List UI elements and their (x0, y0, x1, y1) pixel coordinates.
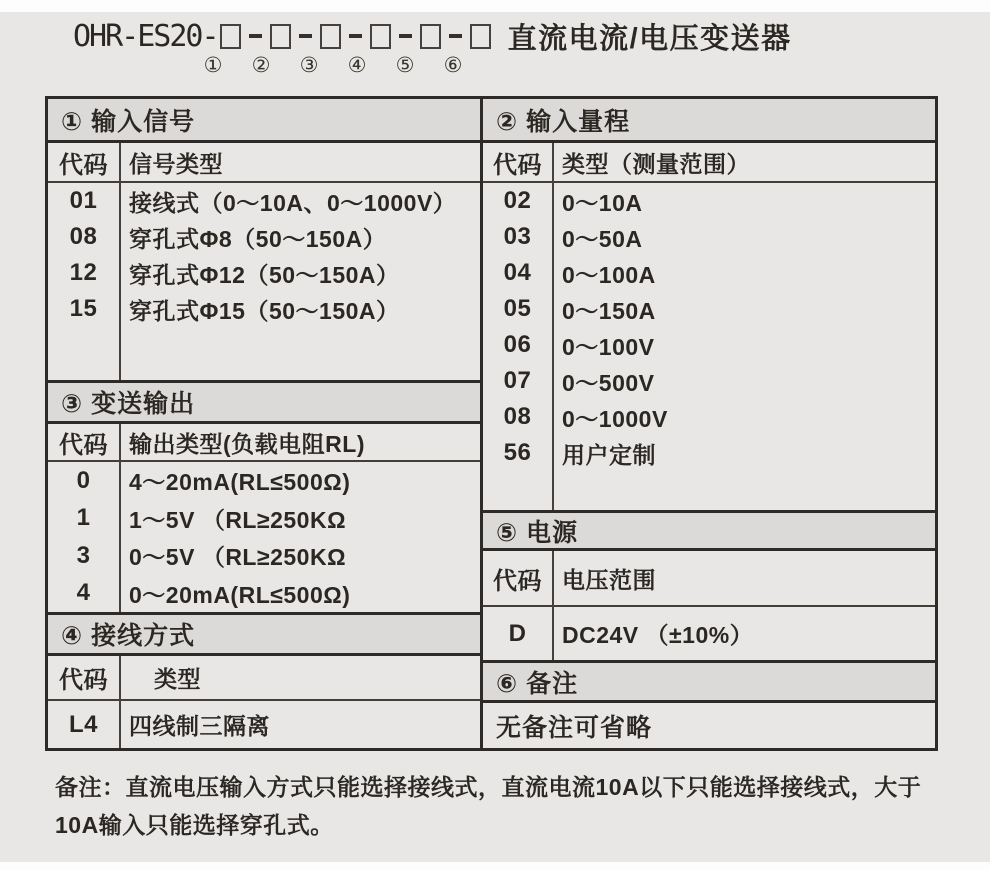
product-title: 直流电流/电压变送器 (507, 22, 792, 55)
selection-table (45, 96, 938, 751)
dash-separator-icon (299, 34, 312, 38)
table-row (483, 607, 935, 660)
type-cell: 0～10A (562, 189, 643, 216)
code-cell: 01 (69, 187, 98, 214)
type-cell: 0～100V (562, 333, 655, 360)
code-column-divider (119, 424, 121, 612)
column-header-row (48, 424, 480, 462)
table-row (483, 435, 935, 471)
code-column-divider (119, 143, 121, 380)
section-header-power (483, 510, 935, 551)
remark-note: 无备注可省略 (496, 713, 653, 742)
table-row (48, 183, 480, 219)
code-cell: 02 (503, 187, 532, 214)
section-header-wiring (48, 612, 480, 656)
section-title: ③ 变送输出 (61, 390, 196, 418)
code-cell: 15 (69, 295, 98, 322)
footnote (55, 768, 955, 844)
code-cell: 03 (503, 223, 532, 250)
code-column-divider (552, 551, 554, 660)
position-marker-6: ⑥ (443, 54, 463, 77)
type-column-header: 信号类型 (129, 150, 223, 177)
code-column-header: 代码 (493, 567, 542, 595)
table-row (48, 255, 480, 291)
section-title: ⑥ 备注 (496, 669, 579, 698)
table-row (483, 219, 935, 255)
model-slot-box-2 (270, 24, 291, 49)
code-column-header: 代码 (59, 151, 108, 179)
code-column-header: 代码 (59, 431, 108, 459)
type-cell: 穿孔式Φ8（50～150A） (129, 225, 387, 252)
table-left-column (48, 99, 483, 748)
table-row (483, 363, 935, 399)
section-body-remark (483, 703, 935, 748)
type-column-header: 电压范围 (562, 566, 656, 593)
type-column-header: 输出类型(负载电阻RL) (129, 430, 365, 457)
type-cell: 0～100A (562, 261, 656, 288)
model-prefix: OHR-ES20- (73, 18, 218, 54)
table-row (48, 219, 480, 255)
type-cell: 1～5V （RL≥250KΩ (129, 506, 347, 533)
code-cell: 08 (69, 223, 98, 250)
empty-filler-row (483, 471, 935, 510)
footnote-line-1: 备注：直流电压输入方式只能选择接线式，直流电流10A以下只能选择接线式，大于 (55, 774, 922, 800)
code-cell: 1 (76, 504, 91, 532)
position-marker-2: ② (251, 54, 271, 77)
code-cell: 4 (76, 579, 91, 607)
table-row (483, 291, 935, 327)
dash-separator-icon (399, 34, 412, 38)
type-cell: 四线制三隔离 (129, 713, 270, 739)
section-body-input-range (483, 143, 935, 510)
table-row (483, 183, 935, 219)
column-header-row (48, 143, 480, 183)
section-header-remark (483, 660, 935, 703)
section-title: ② 输入量程 (496, 107, 631, 136)
type-column-header: 类型 (154, 666, 201, 692)
empty-filler-row (48, 327, 480, 380)
code-cell: L4 (68, 710, 98, 738)
code-cell: 04 (503, 259, 532, 286)
table-row (48, 500, 480, 538)
table-row (48, 291, 480, 327)
position-marker-4: ④ (347, 54, 367, 77)
type-cell: DC24V （±10%） (562, 622, 754, 648)
table-row (483, 327, 935, 363)
section-header-output (48, 380, 480, 424)
type-cell: 0～5V （RL≥250KΩ (129, 544, 347, 571)
code-cell: 07 (503, 367, 532, 394)
table-row (483, 399, 935, 435)
section-title: ④ 接线方式 (61, 622, 196, 650)
model-slot-box-3 (320, 24, 341, 49)
position-markers (189, 53, 477, 78)
type-cell: 4～20mA(RL≤500Ω) (129, 469, 351, 496)
section-body-power (483, 551, 935, 660)
top-white-strip (0, 0, 990, 12)
code-cell: 3 (76, 541, 91, 569)
type-cell: 0～500V (562, 369, 655, 396)
table-row (48, 462, 480, 500)
column-header-row (483, 551, 935, 607)
code-cell: 08 (503, 403, 532, 430)
model-slot-box-1 (220, 24, 241, 49)
code-cell: D (508, 619, 527, 647)
section-body-wiring (48, 656, 480, 748)
code-cell: 05 (503, 295, 532, 322)
column-header-row (48, 656, 480, 701)
column-header-row (483, 143, 935, 183)
code-cell: 12 (69, 259, 98, 286)
type-cell: 0～150A (562, 297, 656, 324)
section-title: ① 输入信号 (61, 107, 196, 136)
type-cell: 穿孔式Φ12（50～150A） (129, 261, 400, 288)
dash-separator-icon (249, 34, 262, 38)
position-marker-5: ⑤ (395, 54, 415, 77)
type-cell: 接线式（0～10A、0～1000V） (129, 189, 457, 216)
code-column-divider (552, 143, 554, 510)
code-cell: 06 (503, 331, 532, 358)
footnote-line-2: 10A输入只能选择穿孔式。 (55, 812, 334, 838)
section-header-input-signal (48, 99, 480, 143)
dash-separator-icon (449, 34, 462, 38)
dash-separator-icon (349, 34, 362, 38)
model-slot-box-6 (470, 24, 491, 49)
code-column-divider (119, 656, 121, 748)
type-cell: 0～1000V (562, 405, 668, 432)
code-cell: 0 (76, 466, 91, 494)
section-body-input-signal (48, 143, 480, 380)
bottom-white-strip (0, 862, 990, 870)
type-cell: 0～50A (562, 225, 643, 252)
type-cell: 0～20mA(RL≤500Ω) (129, 581, 351, 608)
table-row (48, 537, 480, 575)
code-column-header: 代码 (59, 667, 108, 694)
table-row (483, 255, 935, 291)
section-title: ⑤ 电源 (496, 518, 579, 547)
table-right-column (483, 99, 935, 748)
type-cell: 穿孔式Φ15（50～150A） (129, 297, 400, 324)
model-slot-box-5 (420, 24, 441, 49)
section-header-input-range (483, 99, 935, 143)
type-column-header: 类型（测量范围） (562, 150, 750, 177)
section-body-output (48, 424, 480, 612)
model-slot-box-4 (370, 24, 391, 49)
code-cell: 56 (503, 439, 532, 466)
table-row (48, 701, 480, 748)
model-code-line (73, 18, 792, 55)
position-marker-1: ① (203, 54, 223, 77)
code-column-header: 代码 (493, 151, 542, 179)
position-marker-3: ③ (299, 54, 319, 77)
table-row (48, 575, 480, 613)
type-cell: 用户定制 (562, 441, 656, 468)
